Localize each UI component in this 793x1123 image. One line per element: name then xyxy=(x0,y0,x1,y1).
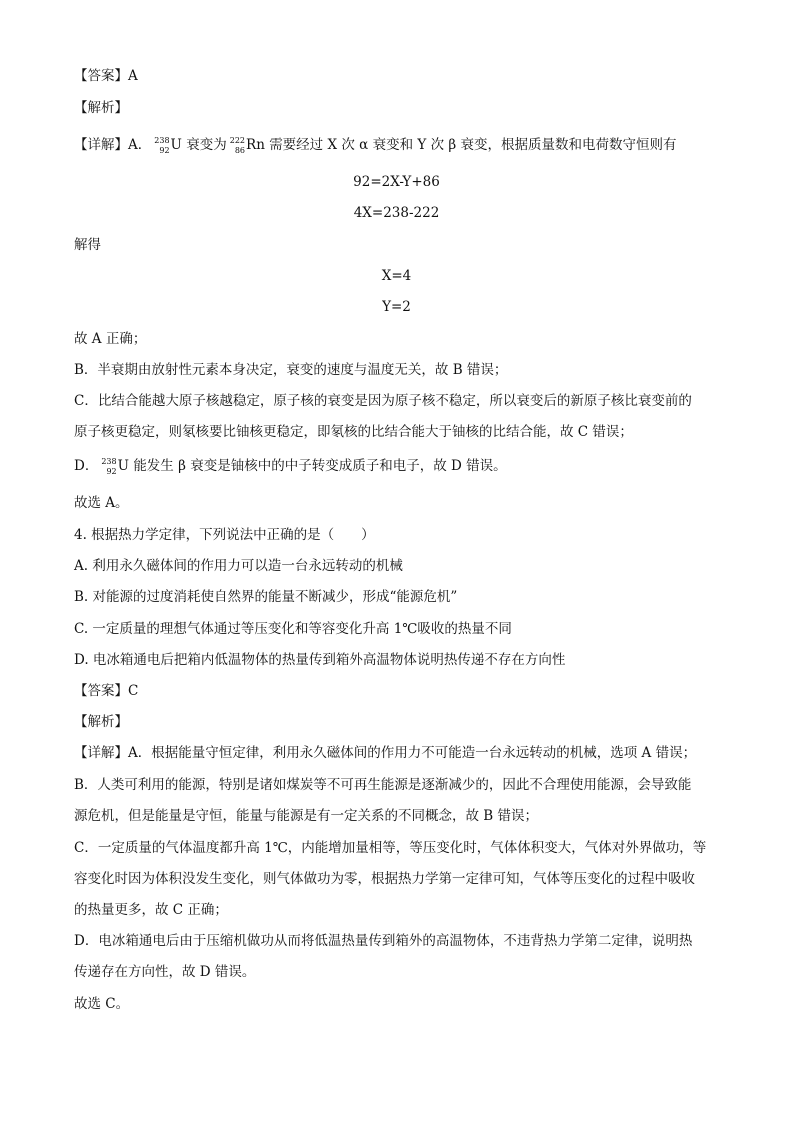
uranium-charge-number-d: 92 xyxy=(106,466,117,476)
q4-explanation-b-line1: B．人类可利用的能源，特别是诸如煤炭等不可再生能源是逐渐减少的，因此不合理使用能源，会导致能 xyxy=(74,777,692,793)
q4-explanation-c-line3: 的热量更多，故 C 正确； xyxy=(74,902,228,918)
q4-choice: 故选 C。 xyxy=(74,996,130,1012)
radon-symbol: Rn xyxy=(246,137,265,153)
uranium-nuclide-indices-d xyxy=(103,458,117,476)
equation-2: 4X=238-222 xyxy=(353,205,440,221)
q3-explanation-c-line2: 原子核更稳定，则氡核要比铀核更稳定，即氡核的比结合能大于铀核的比结合能，故 C 错误； xyxy=(74,424,633,440)
radon-mass-number: 222 xyxy=(229,135,246,145)
radon-nuclide-indices xyxy=(231,137,245,155)
q4-explanation-c-line1: C．一定质量的气体温度都升高 1℃，内能增加量相等，等压变化时，气体体积变大，气体对外界做功，等 xyxy=(74,840,707,856)
solve-label: 解得 xyxy=(74,237,101,253)
uranium-nuclide-indices xyxy=(156,137,170,155)
q4-option-b: B. 对能源的过度消耗使自然界的能量不断减少，形成“能源危机” xyxy=(74,589,458,605)
q3-explanation-c-line1: C．比结合能越大原子核越稳定，原子核的衰变是因为原子核不稳定，所以衰变后的新原子核比衰变前的 xyxy=(74,393,692,409)
analysis-label-q4: 【解析】 xyxy=(74,714,128,730)
q3-explanation-b: B．半衰期由放射性元素本身决定，衰变的速度与温度无关，故 B 错误； xyxy=(74,362,508,378)
conclusion-a: 故 A 正确； xyxy=(74,331,147,347)
uranium-mass-number: 238 xyxy=(154,135,170,145)
q4-option-d: D. 电冰箱通电后把箱内低温物体的热量传到箱外高温物体说明热传递不存在方向性 xyxy=(74,652,566,668)
d-rest-text: 能发生 β 衰变是铀核中的中子转变成质子和电子，故 D 错误。 xyxy=(133,458,507,474)
q3-explanation-d xyxy=(74,456,507,476)
q4-explanation-c-line2: 容变化时因为体积没发生变化，则气体做功为零，根据热力学第一定律可知，气体等压变化的过程中吸收 xyxy=(74,871,695,887)
uranium-charge-number: 92 xyxy=(159,145,170,155)
radon-charge-number: 86 xyxy=(234,145,246,155)
analysis-label-q3: 【解析】 xyxy=(74,100,128,116)
answer-label-q3: 【答案】A xyxy=(74,68,138,84)
uranium-mass-number-d: 238 xyxy=(101,456,117,466)
q4-option-c: C. 一定质量的理想气体通过等压变化和等容变化升高 1℃吸收的热量不同 xyxy=(74,621,512,637)
q3-choice: 故选 A。 xyxy=(74,495,129,511)
q4-explanation-d-line1: D．电冰箱通电后由于压缩机做功从而将低温热量传到箱外的高温物体，不违背热力学第二定律，说明热 xyxy=(74,933,693,949)
equation-3: X=4 xyxy=(381,268,412,284)
d-prefix: D． xyxy=(74,458,99,474)
detail-prefix: 【详解】A． xyxy=(74,137,152,153)
q3-detail-a xyxy=(74,135,676,155)
q4-explanation-b-line2: 源危机，但是能量是守恒，能量与能源是有一定关系的不同概念，故 B 错误； xyxy=(74,808,539,824)
q4-explanation-a: 【详解】A．根据能量守恒定律，利用永久磁体间的作用力不可能造一台永远转动的机械，选项 A 错误； xyxy=(74,745,697,761)
detail-rest-text: 需要经过 X 次 α 衰变和 Y 次 β 衰变，根据质量数和电荷数守恒则有 xyxy=(269,137,677,153)
q4-stem: 4. 根据热力学定律，下列说法中正确的是（ ） xyxy=(74,527,375,543)
q4-explanation-d-line2: 传递存在方向性，故 D 错误。 xyxy=(74,964,256,980)
uranium-symbol: U xyxy=(170,137,182,153)
answer-label-q4: 【答案】C xyxy=(74,683,139,699)
equation-1: 92=2X-Y+86 xyxy=(353,174,440,190)
detail-mid-text: 衰变为 xyxy=(186,137,232,153)
q4-option-a: A. 利用永久磁体间的作用力可以造一台永远转动的机械 xyxy=(74,558,403,574)
uranium-symbol-d: U xyxy=(117,458,130,474)
equation-4: Y=2 xyxy=(382,299,411,315)
